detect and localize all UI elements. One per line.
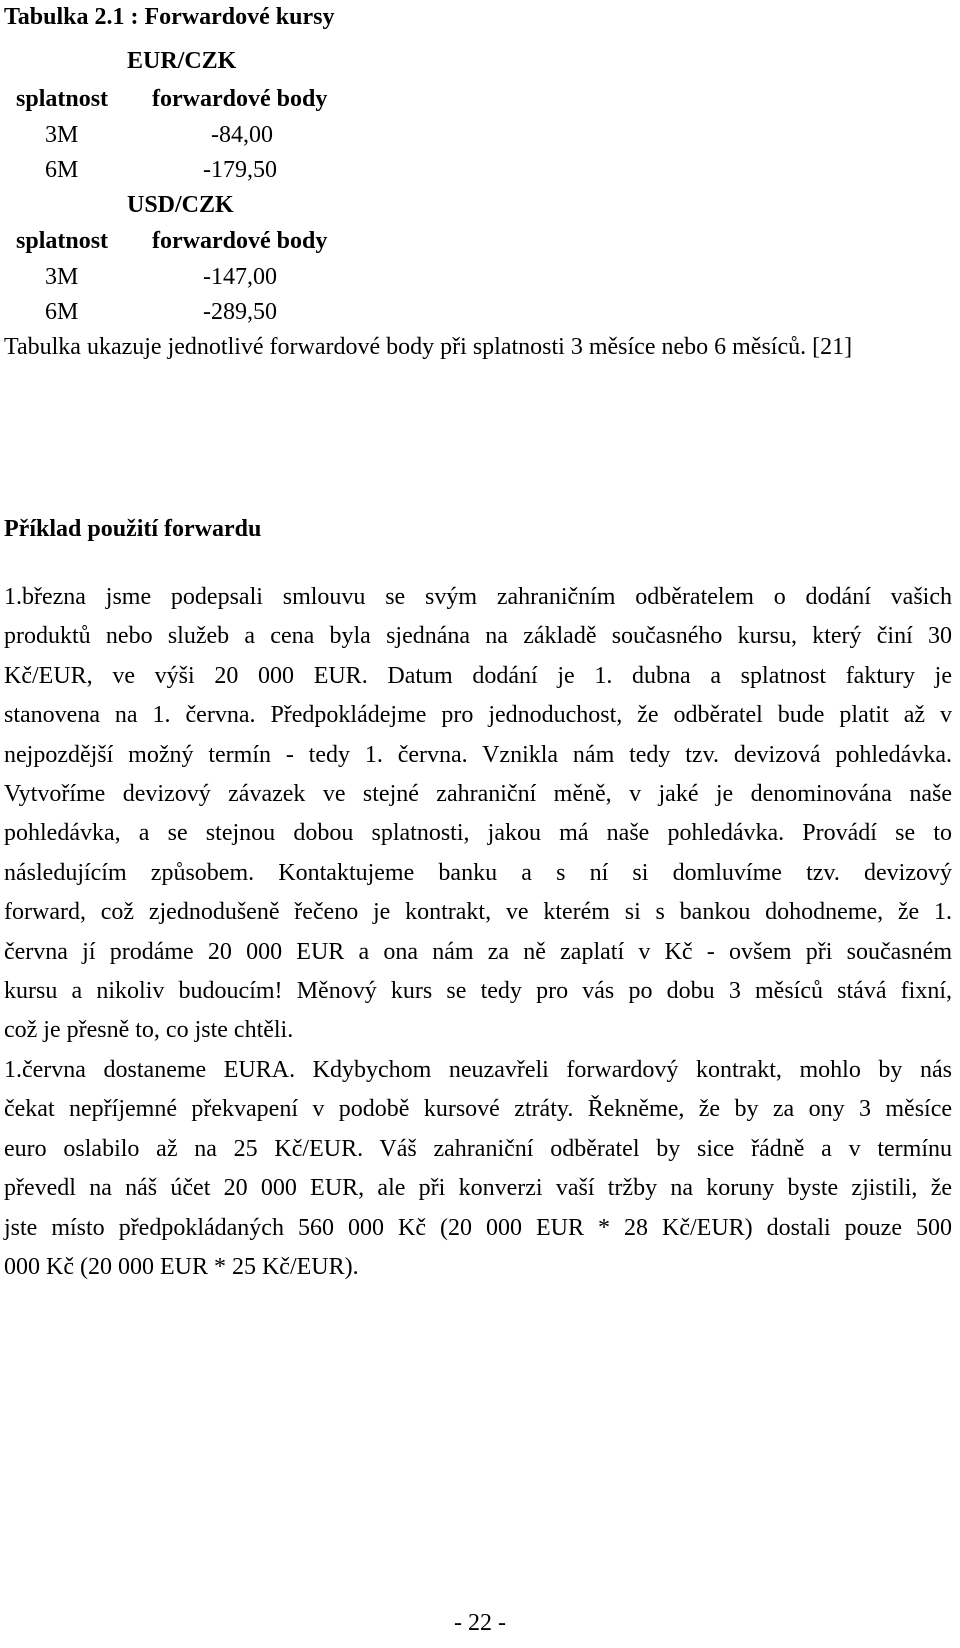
paragraph-line: čekat nepříjemné překvapení v podobě kursové ztráty. Řekněme, že by za ony 3 měsíce <box>4 1096 952 1123</box>
paragraph-line: Vytvoříme devizový závazek ve stejné zahraniční měně, v jaké je denominována naše <box>4 781 952 808</box>
paragraph-1 <box>4 578 952 1051</box>
paragraph-line: převedl na náš účet 20 000 EUR, ale při konverzi vaší tržby na koruny byste zjistili, že <box>4 1175 952 1202</box>
table-eur-row1-points: -84,00 <box>211 122 273 148</box>
table-eur-row2-maturity: 6M <box>45 157 79 183</box>
paragraph-line: pohledávka, a se stejnou dobou splatnosti, jakou má naše pohledávka. Provádí se to <box>4 820 952 847</box>
paragraph-line: 1.března jsme podepsali smlouvu se svým zahraničním odběratelem o dodání vašich <box>4 584 952 610</box>
table-usd-row1-maturity: 3M <box>45 264 79 290</box>
table-note: Tabulka ukazuje jednotlivé forwardové body při splatnosti 3 měsíce nebo 6 měsíců. [21] <box>4 334 853 360</box>
paragraph-line: Kč/EUR, ve výši 20 000 EUR. Datum dodání je 1. dubna a splatnost faktury je <box>4 662 952 689</box>
paragraph-line: následujícím způsobem. Kontaktujeme banku a s ní si domluvíme tzv. devizový <box>4 859 952 886</box>
table-usd-row2-maturity: 6M <box>45 299 79 325</box>
page-number: - 22 - <box>454 1610 506 1636</box>
table-eur-row1-maturity: 3M <box>45 122 79 148</box>
paragraph-2 <box>4 1051 952 1287</box>
paragraph-line: 000 Kč (20 000 EUR * 25 Kč/EUR). <box>4 1254 359 1281</box>
paragraph-line: stanovena na 1. června. Předpokládejme pro jednoduchost, že odběratel bude platit až v <box>4 702 952 729</box>
table-usd-header-points: forwardové body <box>152 228 328 254</box>
table-eur-header-points: forwardové body <box>152 86 328 112</box>
example-heading: Příklad použití forwardu <box>4 516 262 542</box>
paragraph-line: jste místo předpokládaných 560 000 Kč (20 000 EUR * 28 Kč/EUR) dostali pouze 500 <box>4 1214 952 1241</box>
paragraph-line: což je přesně to, co jste chtěli. <box>4 1017 294 1044</box>
table-usd-row1-points: -147,00 <box>203 264 277 290</box>
table-eur-currency: EUR/CZK <box>127 48 237 74</box>
table-usd-row2-points: -289,50 <box>203 299 277 325</box>
table-eur-row2-points: -179,50 <box>203 157 277 183</box>
paragraph-line: kursu a nikoliv budoucím! Měnový kurs se tedy pro vás po dobu 3 měsíců stává fixní, <box>4 978 952 1005</box>
table-usd-currency: USD/CZK <box>127 192 234 218</box>
paragraph-line: forward, což zjednodušeně řečeno je kontrakt, ve kterém si s bankou dohodneme, že 1. <box>4 899 952 926</box>
paragraph-line: produktů nebo služeb a cena byla sjednána na základě současného kursu, který činí 30 <box>4 623 952 650</box>
table-caption: Tabulka 2.1 : Forwardové kursy <box>4 4 335 30</box>
paragraph-line: nejpozdější možný termín - tedy 1. června. Vznikla nám tedy tzv. devizová pohledávka. <box>4 741 952 768</box>
paragraph-line: června jí prodáme 20 000 EUR a ona nám za ně zaplatí v Kč - ovšem při současném <box>4 938 952 965</box>
paragraph-line: 1.června dostaneme EURA. Kdybychom neuzavřeli forwardový kontrakt, mohlo by nás <box>4 1057 952 1083</box>
table-eur-header-maturity: splatnost <box>16 86 109 112</box>
paragraph-line: euro oslabilo až na 25 Kč/EUR. Váš zahraniční odběratel by sice řádně a v termínu <box>4 1135 952 1162</box>
table-usd-header-maturity: splatnost <box>16 228 109 254</box>
